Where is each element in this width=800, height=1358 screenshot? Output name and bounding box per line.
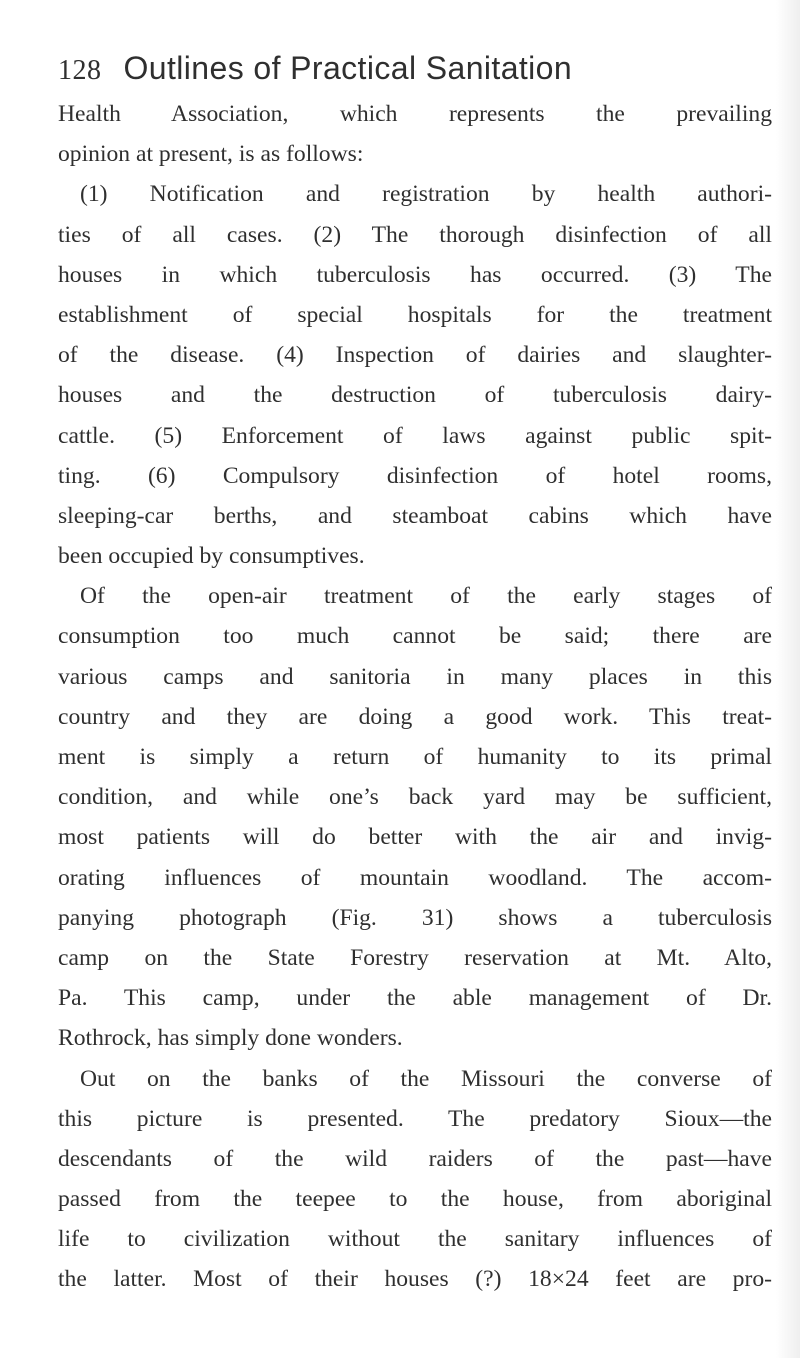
- text-line: descendants of the wild raiders of the past—have: [58, 1145, 772, 1172]
- text-line: Health Association, which represents the prevailing: [58, 101, 772, 127]
- text-line: the latter. Most of their houses (?) 18×24 feet are pro-: [58, 1266, 772, 1293]
- text-line: opinion at present, is as follows:: [58, 141, 364, 168]
- text-line: this picture is presented. The predatory Sioux—the: [58, 1105, 772, 1132]
- text-line: of the disease. (4) Inspection of dairies and slaughter-: [58, 342, 772, 369]
- text-line: panying photograph (Fig. 31) shows a tuberculosis: [58, 904, 772, 931]
- text-line: Rothrock, has simply done wonders.: [58, 1025, 403, 1052]
- page-header: [58, 50, 778, 100]
- text-line: sleeping-car berths, and steamboat cabins which have: [58, 502, 772, 529]
- text-line: establishment of special hospitals for the treatment: [58, 301, 772, 328]
- text-line: Out on the banks of the Missouri the converse of: [80, 1065, 772, 1092]
- text-line: most patients will do better with the air and invig-: [58, 824, 772, 851]
- text-line: been occupied by consumptives.: [58, 543, 365, 570]
- text-line: Of the open-air treatment of the early stages of: [80, 583, 772, 610]
- text-line: life to civilization without the sanitary influences of: [58, 1226, 772, 1253]
- text-line: ties of all cases. (2) The thorough disinfection of all: [58, 221, 772, 248]
- text-line: ting. (6) Compulsory disinfection of hotel rooms,: [58, 462, 772, 489]
- text-line: ment is simply a return of humanity to its primal: [58, 744, 772, 770]
- text-line: country and they are doing a good work. This treat-: [58, 703, 772, 730]
- text-line: Pa. This camp, under the able management of Dr.: [58, 985, 772, 1012]
- text-line: (1) Notification and registration by health authori-: [80, 181, 772, 208]
- text-line: houses in which tuberculosis has occurred. (3) The: [58, 261, 772, 288]
- text-line: camp on the State Forestry reservation at Mt. Alto,: [58, 944, 772, 971]
- body-text: [58, 94, 772, 1300]
- text-line: various camps and sanitoria in many places in this: [58, 663, 772, 690]
- page-edge-shadow: [776, 0, 800, 1358]
- text-line: consumption too much cannot be said; there are: [58, 623, 772, 650]
- page-number: 128: [58, 55, 102, 86]
- text-line: condition, and while one’s back yard may be sufficient,: [58, 784, 772, 811]
- running-title: Outlines of Practical Sanitation: [123, 50, 573, 86]
- text-line: passed from the teepee to the house, from aboriginal: [58, 1186, 772, 1213]
- text-line: orating influences of mountain woodland. The accom-: [58, 864, 772, 891]
- text-line: cattle. (5) Enforcement of laws against public spit-: [58, 422, 772, 449]
- text-line: houses and the destruction of tuberculosis dairy-: [58, 382, 772, 409]
